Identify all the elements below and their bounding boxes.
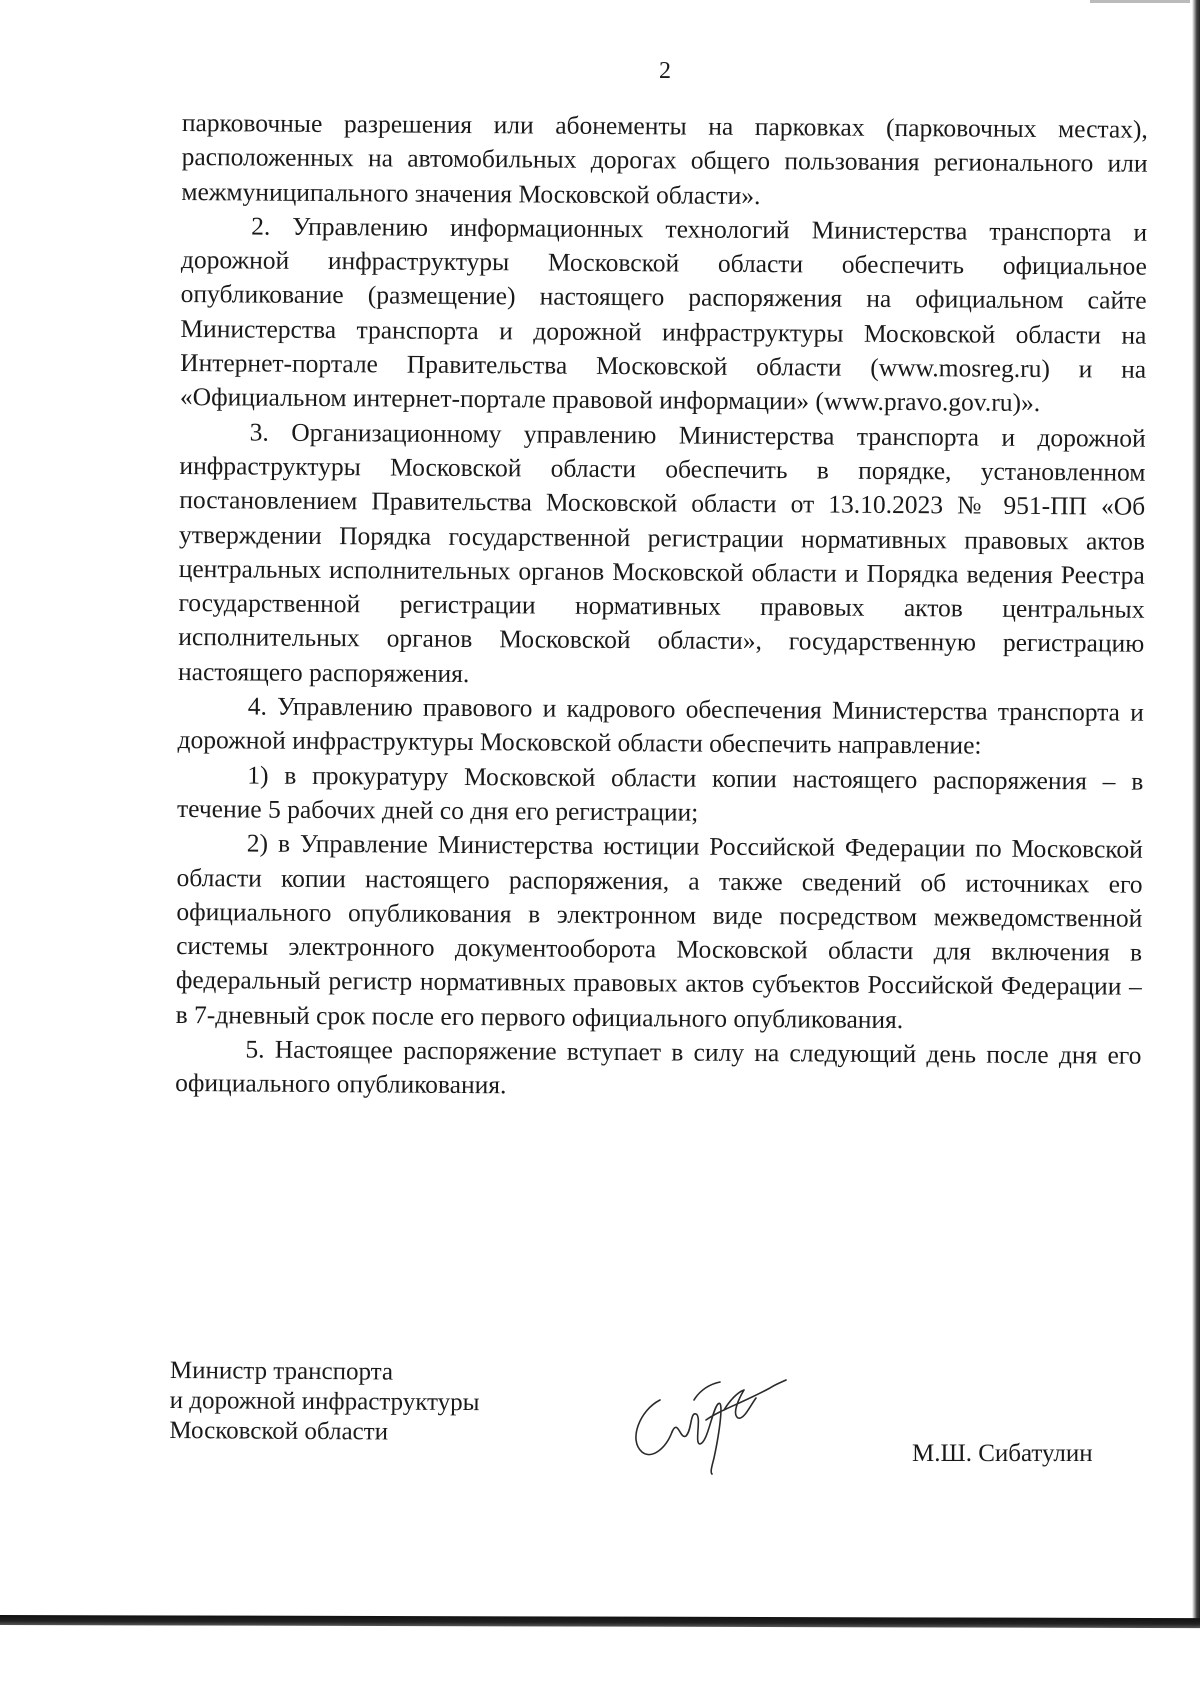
paragraph-item-2: 2. Управлению информационных технологий Министерства транспорта и дорожной инфраструктуры Московской области обеспечить официальное опубликование (размещение) настоящего распоряжения на официальном сайте Министерства транспорта и дорожной инфраструктуры Московской области на Интернет-портале Правительства Московской области (www.mosreg.ru) и на «Официальном интернет-портале правовой информации» (www.pravo.gov.ru)». xyxy=(179,211,1148,418)
signatory-position xyxy=(169,1356,479,1448)
signatory-position-line: и дорожной инфраструктуры xyxy=(169,1386,480,1417)
scan-edge-top xyxy=(1090,0,1190,3)
scan-edge-bottom xyxy=(0,1615,1200,1628)
paragraph-item-3: 3. Организационному управлению Министерства транспорта и дорожной инфраструктуры Московской области обеспечить в порядке, установленном постановлением Правительства Московской области от 13.10.2023 № 951-ПП «Об утверждении Порядка государственной регистрации нормативных правовых актов центральных исполнительных органов Московской области и Порядка ведения Реестра государственной регистрации нормативных правовых актов центральных исполнительных органов Московской области», государственную регистрацию настоящего распоряжения. xyxy=(177,417,1146,688)
signatory-name: М.Ш. Сибатулин xyxy=(912,1440,1093,1467)
signatory-position-line: Московской области xyxy=(169,1416,389,1446)
paragraph-item-4: 4. Управлению правового и кадрового обеспечения Министерства транспорта и дорожной инфраструктуры Московской области обеспечить направление: xyxy=(177,691,1144,760)
signatory-position-line: Министр транспорта xyxy=(169,1357,394,1386)
document-body xyxy=(175,106,1148,1107)
paragraph-item-5: 5. Настоящее распоряжение вступает в силу на следующий день после дня его официального опубликования. xyxy=(175,1034,1142,1100)
scan-edge-right xyxy=(1192,0,1200,1620)
paragraph-item-4-sub-1: 1) в прокуратуру Московской области копии настоящего распоряжения – в течение 5 рабочих дней со дня его регистрации; xyxy=(176,760,1144,827)
handwritten-signature xyxy=(620,1370,790,1480)
paragraph-continuation: парковочные разрешения или абонементы на парковках (парковочных местах), расположенных на автомобильных дорогах общего пользования регионального или межмуниципального значения Московской области». xyxy=(181,107,1148,210)
paragraph-item-4-sub-2: 2) в Управление Министерства юстиции Российской Федерации по Московской области копии настоящего распоряжения, а также сведений об источниках его официального опубликования в электронном виде посредством межведомственной системы электронного документооборота Московской области для включения в федеральный регистр нормативных правовых актов субъектов Российской Федерации – в 7-дневный срок после его первого официального опубликования. xyxy=(175,828,1143,1034)
page-number: 2 xyxy=(659,58,671,84)
